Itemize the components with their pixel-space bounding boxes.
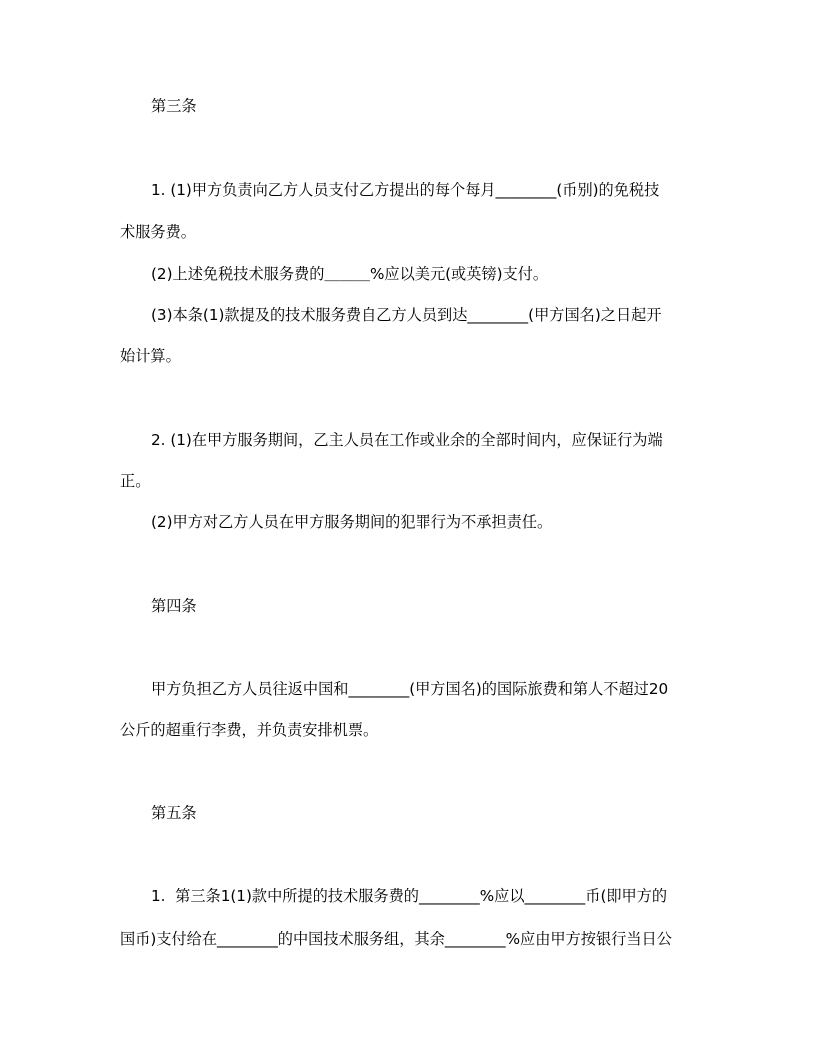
article-3-clause-1-item-3-line-1: (3)本条(1)款提及的技术服务费自乙方人员到达________(甲方国名)之日起开 [151,306,662,324]
article-5-heading: 第五条 [151,804,197,822]
article-4-heading: 第四条 [151,597,197,615]
article-3-clause-1-item-1-line-1: 1. (1)甲方负责向乙方人员支付乙方提出的每个每月________(币别)的免税技 [151,181,660,199]
article-3-heading: 第三条 [151,97,197,115]
article-4-body-line-2: 公斤的超重行李费，并负责安排机票。 [120,721,379,739]
article-3-clause-2-item-2: (2)甲方对乙方人员在甲方服务期间的犯罪行为不承担责任。 [151,513,553,531]
article-5-clause-1-line-1: 1. 第三条1(1)款中所提的技术服务费的________%应以________币(即甲方的 [151,887,668,905]
article-3-clause-1-item-2: (2)上述免税技术服务费的＿＿＿%应以美元(或英镑)支付。 [151,265,549,283]
article-3-clause-2-item-1-line-2: 正。 [120,472,151,490]
article-5-clause-1-line-2: 国币)支付给在________的中国技术服务组，其余________%应由甲方按银行当日公 [120,930,672,948]
article-3-clause-2-item-1-line-1: 2. (1)在甲方服务期间，乙主人员在工作或业余的全部时间内，应保证行为端 [151,431,663,449]
article-3-clause-1-item-3-line-2: 始计算。 [120,347,181,365]
article-4-body-line-1: 甲方负担乙方人员往返中国和________(甲方国名)的国际旅费和第人不超过20 [151,680,669,698]
article-3-clause-1-item-1-line-2: 术服务费。 [120,223,196,241]
